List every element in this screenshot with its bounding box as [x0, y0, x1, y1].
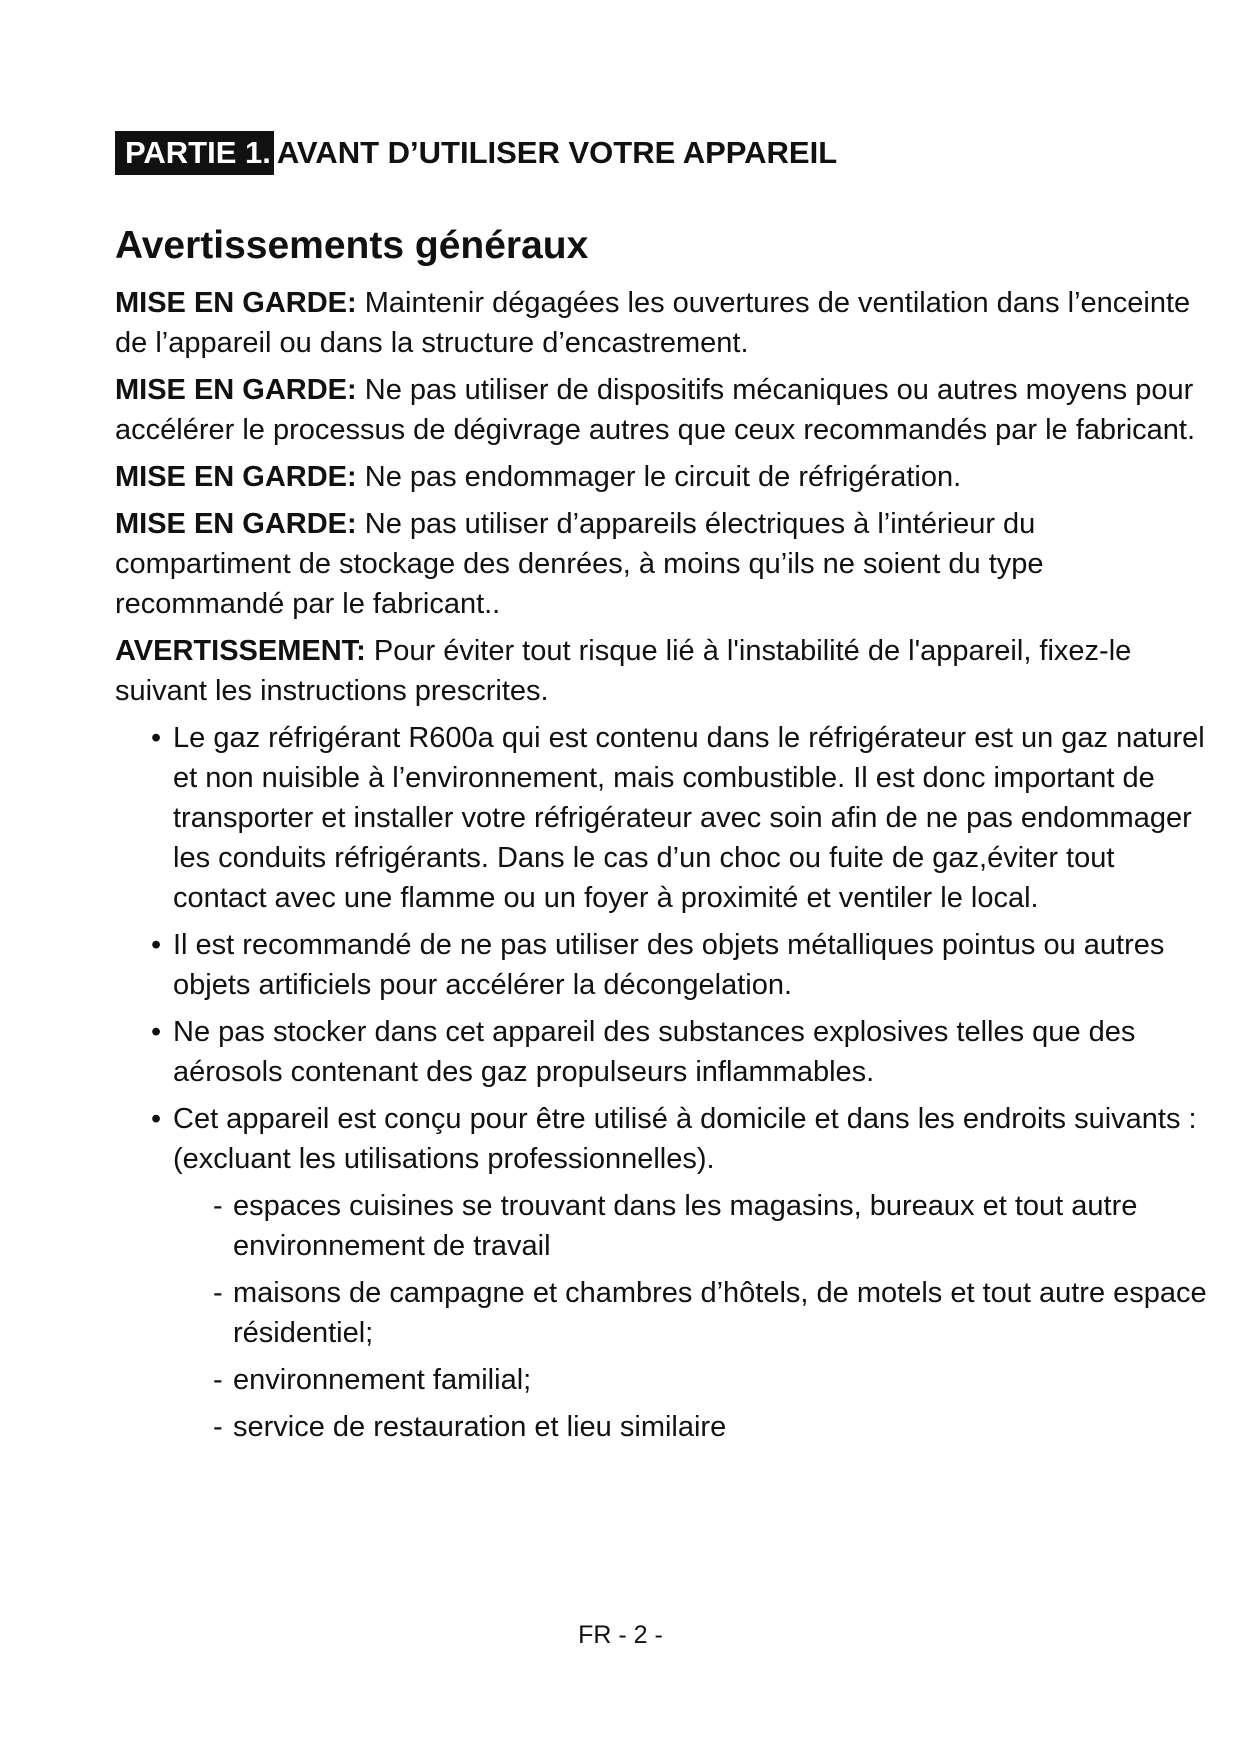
- sub-list-item: [115, 1273, 1210, 1353]
- page-number: FR - 2 -: [578, 1621, 663, 1649]
- sub-list-text: maisons de campagne et chambres d’hôtels, de motels et tout autre espace résidentiel;: [233, 1277, 1207, 1349]
- bullet-icon: •: [151, 1016, 162, 1048]
- bullet-icon: •: [151, 1103, 162, 1135]
- warning-label: MISE EN GARDE:: [115, 287, 357, 319]
- warning-paragraph: [115, 457, 1210, 497]
- warning-label: MISE EN GARDE:: [115, 374, 357, 406]
- bullet-text: Cet appareil est conçu pour être utilisé à domicile et dans les endroits suivants : (excluant les utilisations professionnelles).: [173, 1103, 1197, 1175]
- section-title: Avertissements généraux: [115, 224, 589, 267]
- warning-label: AVERTISSEMENT:: [115, 635, 366, 667]
- warning-text: Pour éviter tout risque lié à l'instabilité de l'appareil, fixez-le suivant les instructions prescrites.: [115, 635, 1132, 707]
- warning-label: MISE EN GARDE:: [115, 461, 357, 493]
- sub-list: [115, 1186, 1210, 1447]
- warning-paragraph: [115, 370, 1210, 450]
- bullet-icon: •: [151, 929, 162, 961]
- sub-list-item: [115, 1407, 1210, 1447]
- part-label: PARTIE 1.: [115, 131, 274, 175]
- warning-paragraph: [115, 631, 1210, 711]
- dash-icon: -: [213, 1411, 223, 1443]
- sub-list-item: [115, 1186, 1210, 1266]
- bullet-item: [115, 1099, 1210, 1179]
- bullet-item: [115, 1012, 1210, 1092]
- bullet-text: Ne pas stocker dans cet appareil des substances explosives telles que des aérosols contenant des gaz propulseurs inflammables.: [173, 1016, 1136, 1088]
- bullet-text: Il est recommandé de ne pas utiliser des objets métalliques pointus ou autres objets artificiels pour accélérer la décongelation.: [173, 929, 1165, 1001]
- sub-list-text: environnement familial;: [233, 1364, 532, 1396]
- content-body: [115, 283, 1210, 1454]
- warning-text: Ne pas utiliser d’appareils électriques à l’intérieur du compartiment de stockage des denrées, à moins qu’ils ne soient du type recommandé par le fabricant..: [115, 508, 1044, 620]
- dash-icon: -: [213, 1277, 223, 1309]
- bullet-item: [115, 718, 1210, 918]
- part-title: AVANT D’UTILISER VOTRE APPAREIL: [276, 135, 838, 170]
- part-header: [115, 131, 837, 175]
- bullet-item: [115, 925, 1210, 1005]
- warning-label: MISE EN GARDE:: [115, 508, 357, 540]
- bullet-icon: •: [151, 722, 162, 754]
- bullet-list: [115, 718, 1210, 1179]
- warning-text: Maintenir dégagées les ouvertures de ventilation dans l’enceinte de l’appareil ou dans la structure d’encastrement.: [115, 287, 1191, 359]
- warning-paragraph: [115, 504, 1210, 624]
- dash-icon: -: [213, 1190, 223, 1222]
- dash-icon: -: [213, 1364, 223, 1396]
- warning-text: Ne pas utiliser de dispositifs mécaniques ou autres moyens pour accélérer le processus de dégivrage autres que ceux recommandés par le fabricant.: [115, 374, 1196, 446]
- bullet-text: Le gaz réfrigérant R600a qui est contenu dans le réfrigérateur est un gaz naturel et non nuisible à l’environnement, mais combustible. Il est donc important de transporter et installer votre réfrigérateur avec soin afin de ne pas endommager les conduits réfrigérants. Dans le cas d’un choc ou fuite de gaz,éviter tout contact avec une flamme ou un foyer à proximité et ventiler le local.: [173, 722, 1205, 914]
- sub-list-text: espaces cuisines se trouvant dans les magasins, bureaux et tout autre environnement de travail: [233, 1190, 1138, 1262]
- sub-list-item: [115, 1360, 1210, 1400]
- warning-paragraph: [115, 283, 1210, 363]
- sub-list-text: service de restauration et lieu similaire: [233, 1411, 727, 1443]
- warning-text: Ne pas endommager le circuit de réfrigération.: [356, 461, 962, 493]
